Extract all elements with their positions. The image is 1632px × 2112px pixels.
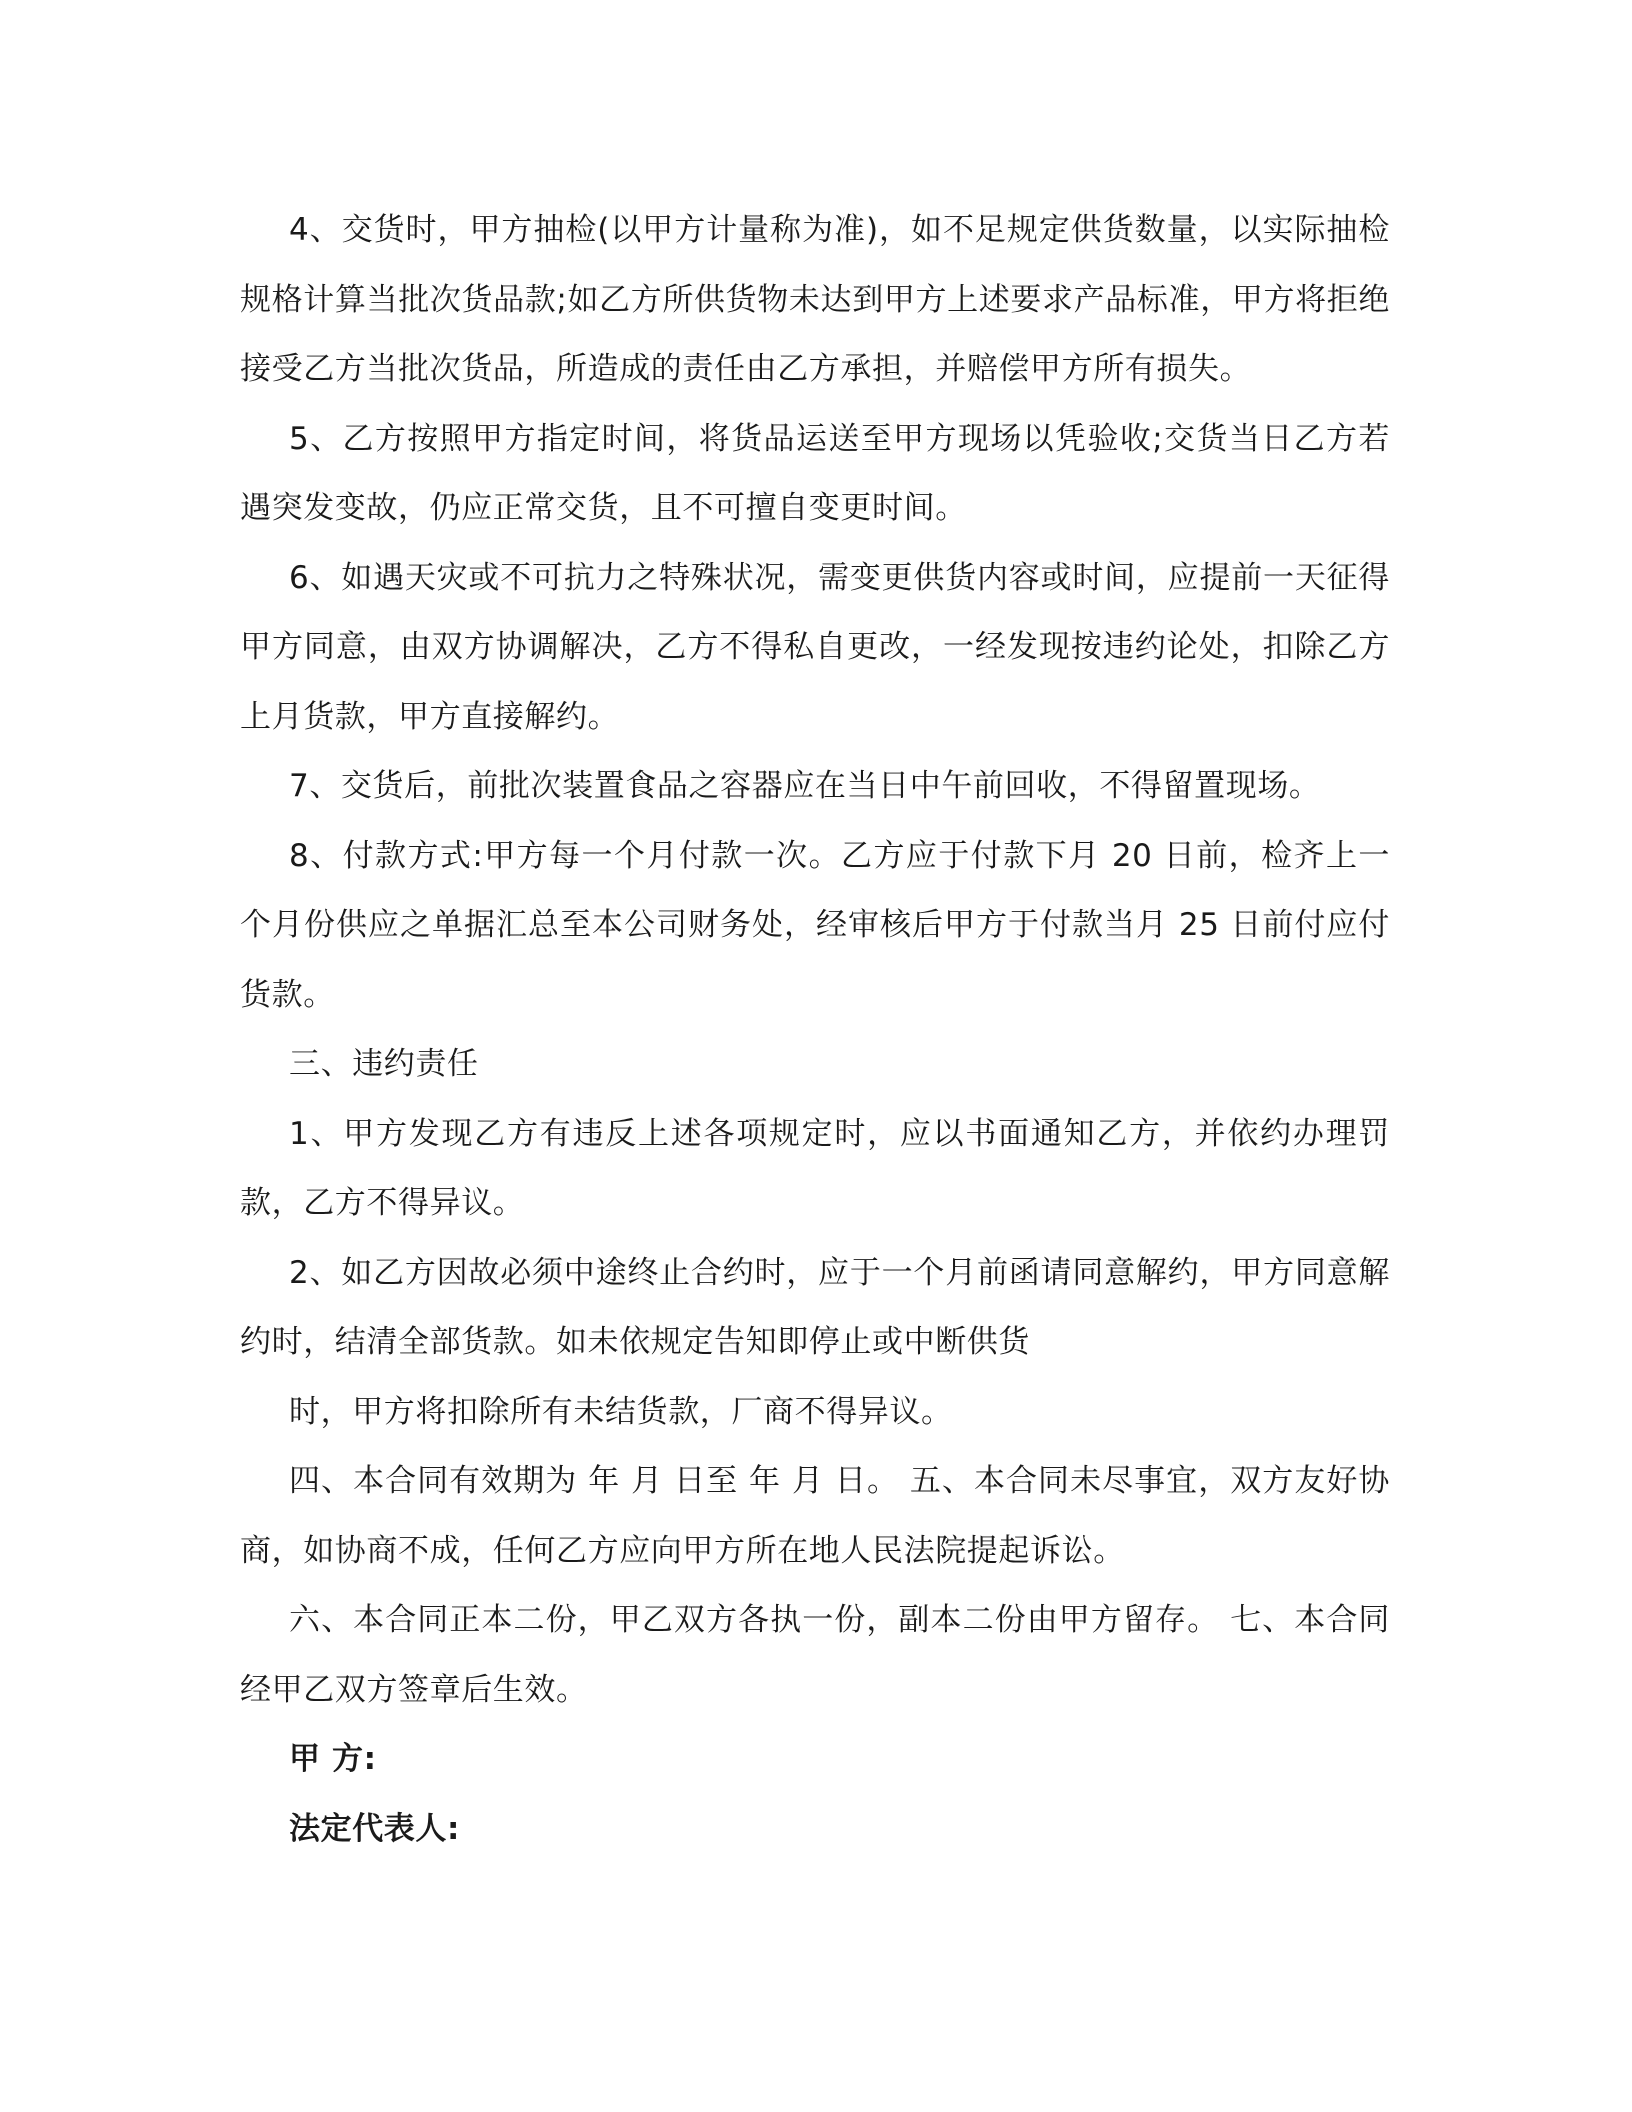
document-body — [240, 196, 1390, 1864]
clause-5-delivery-time: 5、乙方按照甲方指定时间，将货品运送至甲方现场以凭验收;交货当日乙方若遇突发变故，仍应正常交货，且不可擅自变更时间。 — [240, 420, 1390, 526]
clause-4-delivery-inspection: 4、交货时，甲方抽检(以甲方计量称为准)，如不足规定供货数量，以实际抽检规格计算当批次货品款;如乙方所供货物未达到甲方上述要求产品标准，甲方将拒绝接受乙方当批次货品，所造成的责任由乙方承担，并赔偿甲方所有损失。 — [240, 212, 1390, 387]
section-heading-breach: 三、违约责任 — [289, 1046, 479, 1082]
clause-6-force-majeure: 6、如遇天灾或不可抗力之特殊状况，需变更供货内容或时间，应提前一天征得甲方同意，由双方协调解决，乙方不得私自更改，一经发现按违约论处，扣除乙方上月货款，甲方直接解约。 — [240, 559, 1390, 735]
breach-clause-2-continued: 时，甲方将扣除所有未结货款，厂商不得异议。 — [289, 1393, 953, 1430]
clause-7-container-return: 7、交货后，前批次装置食品之容器应在当日中午前回收，不得留置现场。 — [289, 768, 1321, 804]
clause-8-payment-method: 8、付款方式:甲方每一个月付款一次。乙方应于付款下月 20 日前，检齐上一个月份供应之单据汇总至本公司财务处，经审核后甲方于付款当月 25 日前付应付货款。 — [240, 837, 1390, 1013]
section-validity-and-disputes: 四、本合同有效期为 年 月 日至 年 月 日。 五、本合同未尽事宜，双方友好协商，如协商不成，任何乙方应向甲方所在地人民法院提起诉讼。 — [240, 1463, 1390, 1569]
legal-representative-label: 法定代表人: — [289, 1810, 460, 1847]
breach-clause-2: 2、如乙方因故必须中途终止合约时，应于一个月前函请同意解约，甲方同意解约时，结清全部货款。如未依规定告知即停止或中断供货 — [240, 1254, 1390, 1360]
breach-clause-1: 1、甲方发现乙方有违反上述各项规定时，应以书面通知乙方，并依约办理罚款，乙方不得异议。 — [240, 1115, 1390, 1221]
section-copies-and-effect: 六、本合同正本二份，甲乙双方各执一份，副本二份由甲方留存。 七、本合同经甲乙双方签章后生效。 — [240, 1602, 1390, 1708]
party-a-signature-label: 甲 方: — [289, 1741, 377, 1777]
